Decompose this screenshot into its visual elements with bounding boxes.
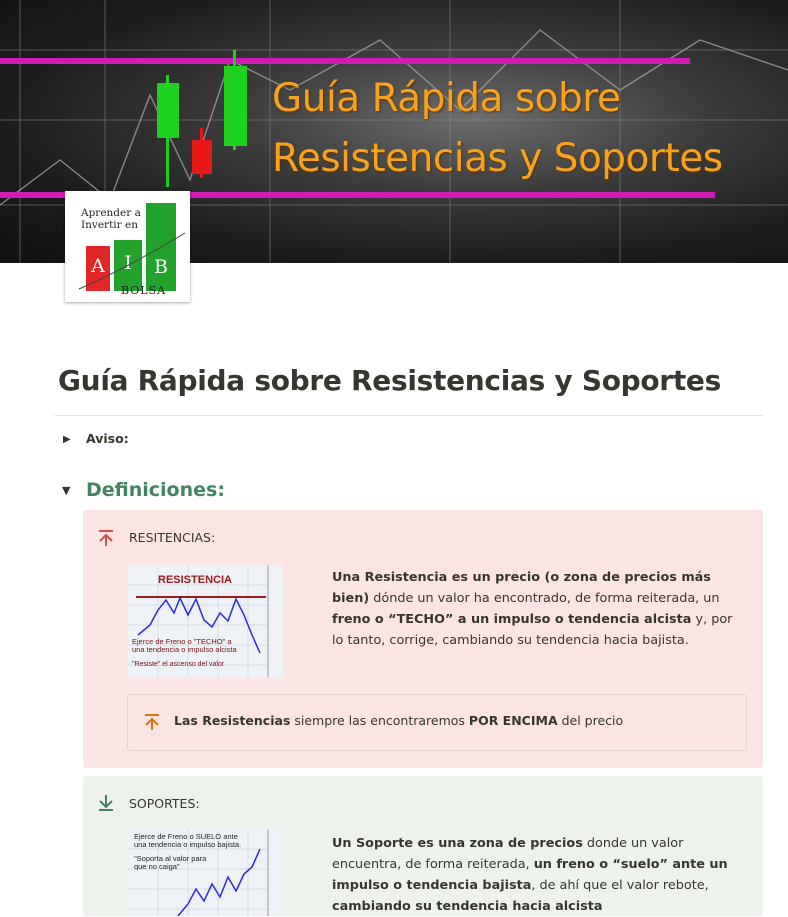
soporte-chart: [128, 829, 283, 916]
callout-heading: RESITENCIAS:: [129, 530, 216, 545]
logo-letter-b: B: [146, 203, 176, 291]
logo-line2: Invertir en: [81, 219, 138, 231]
note-bold: Las Resistencias: [174, 713, 291, 728]
soporte-image[interactable]: [128, 829, 283, 916]
desc-text: donde un valor encuentra, de forma reiterada,: [332, 836, 684, 872]
chart-caption: "Soporta al valor para: [134, 854, 207, 863]
logo-bolsa: BOLSA: [121, 284, 167, 297]
desc-bold: cambiando su tendencia hacia alcista: [332, 899, 603, 914]
desc-bold: un freno o “suelo” ante un impulso o tendencia bajista: [332, 857, 728, 893]
note-span: siempre las encontraremos: [290, 713, 469, 728]
chart-caption: una tendencia o impulso bajista.: [134, 840, 242, 849]
chart-caption: Ejerce de Freno o SUELO ante: [134, 832, 238, 841]
green-candle: [157, 83, 179, 138]
desc-text: y, por lo tanto, corrige, cambiando su tendencia hacia bajista.: [332, 612, 733, 648]
note-bold: POR ENCIMA: [468, 713, 558, 728]
divider: [55, 415, 763, 416]
desc-text: , de ahí que el valor rebote,: [531, 878, 709, 893]
note-text: [174, 713, 623, 728]
red-candle: [192, 140, 212, 174]
resistencia-chart-title: RESISTENCIA: [158, 574, 232, 586]
note-span: del precio: [557, 713, 624, 728]
callout-resistencias: [83, 510, 763, 768]
chart-caption: que no caiga": [134, 862, 180, 871]
resistencia-image[interactable]: [128, 565, 283, 677]
toggle-aviso[interactable]: Aviso:: [86, 431, 129, 446]
desc-bold: Un Soporte es una zona de precios: [332, 836, 583, 851]
resistance-line: [0, 58, 690, 64]
desc-bold: freno o “TECHO” a un impulso o tendencia alcista: [332, 612, 692, 627]
logo-line1: Aprender a: [81, 207, 141, 219]
resistencia-description: [332, 567, 744, 651]
chart-caption: una tendencia o impulso alcista: [132, 645, 237, 654]
arrow-down-to-line-icon: [97, 794, 115, 812]
callout-note-resistencias: [127, 694, 747, 751]
logo-letter-i: I: [114, 240, 142, 291]
chart-caption: "Resiste" el ascenso del valor: [132, 661, 225, 668]
toggle-expanded-icon[interactable]: ▼: [62, 484, 71, 497]
arrow-up-to-line-icon: [143, 713, 161, 731]
arrow-up-to-line-icon: [97, 529, 115, 547]
chart-caption: Ejerce de Freno o "TECHO" a: [132, 637, 232, 646]
resistencia-chart: [128, 565, 283, 677]
cover-title-line2: Resistencias y Soportes: [272, 136, 723, 181]
page-icon-logo[interactable]: [65, 191, 190, 302]
callout-heading: SOPORTES:: [129, 796, 200, 811]
toggle-definiciones[interactable]: Definiciones:: [86, 479, 225, 501]
desc-bold: Una Resistencia es un precio (o zona de precios más bien): [332, 570, 711, 606]
soporte-description: [332, 833, 744, 917]
green-candle: [224, 66, 247, 146]
cover-title-line1: Guía Rápida sobre: [272, 76, 621, 121]
toggle-collapsed-icon[interactable]: ▶: [63, 434, 71, 445]
page-title[interactable]: Guía Rápida sobre Resistencias y Soportes: [58, 364, 721, 397]
desc-text: dónde un valor ha encontrado, de forma reiterada, un: [369, 591, 720, 606]
callout-soportes: [83, 776, 763, 916]
logo-letter-a: A: [86, 246, 110, 291]
